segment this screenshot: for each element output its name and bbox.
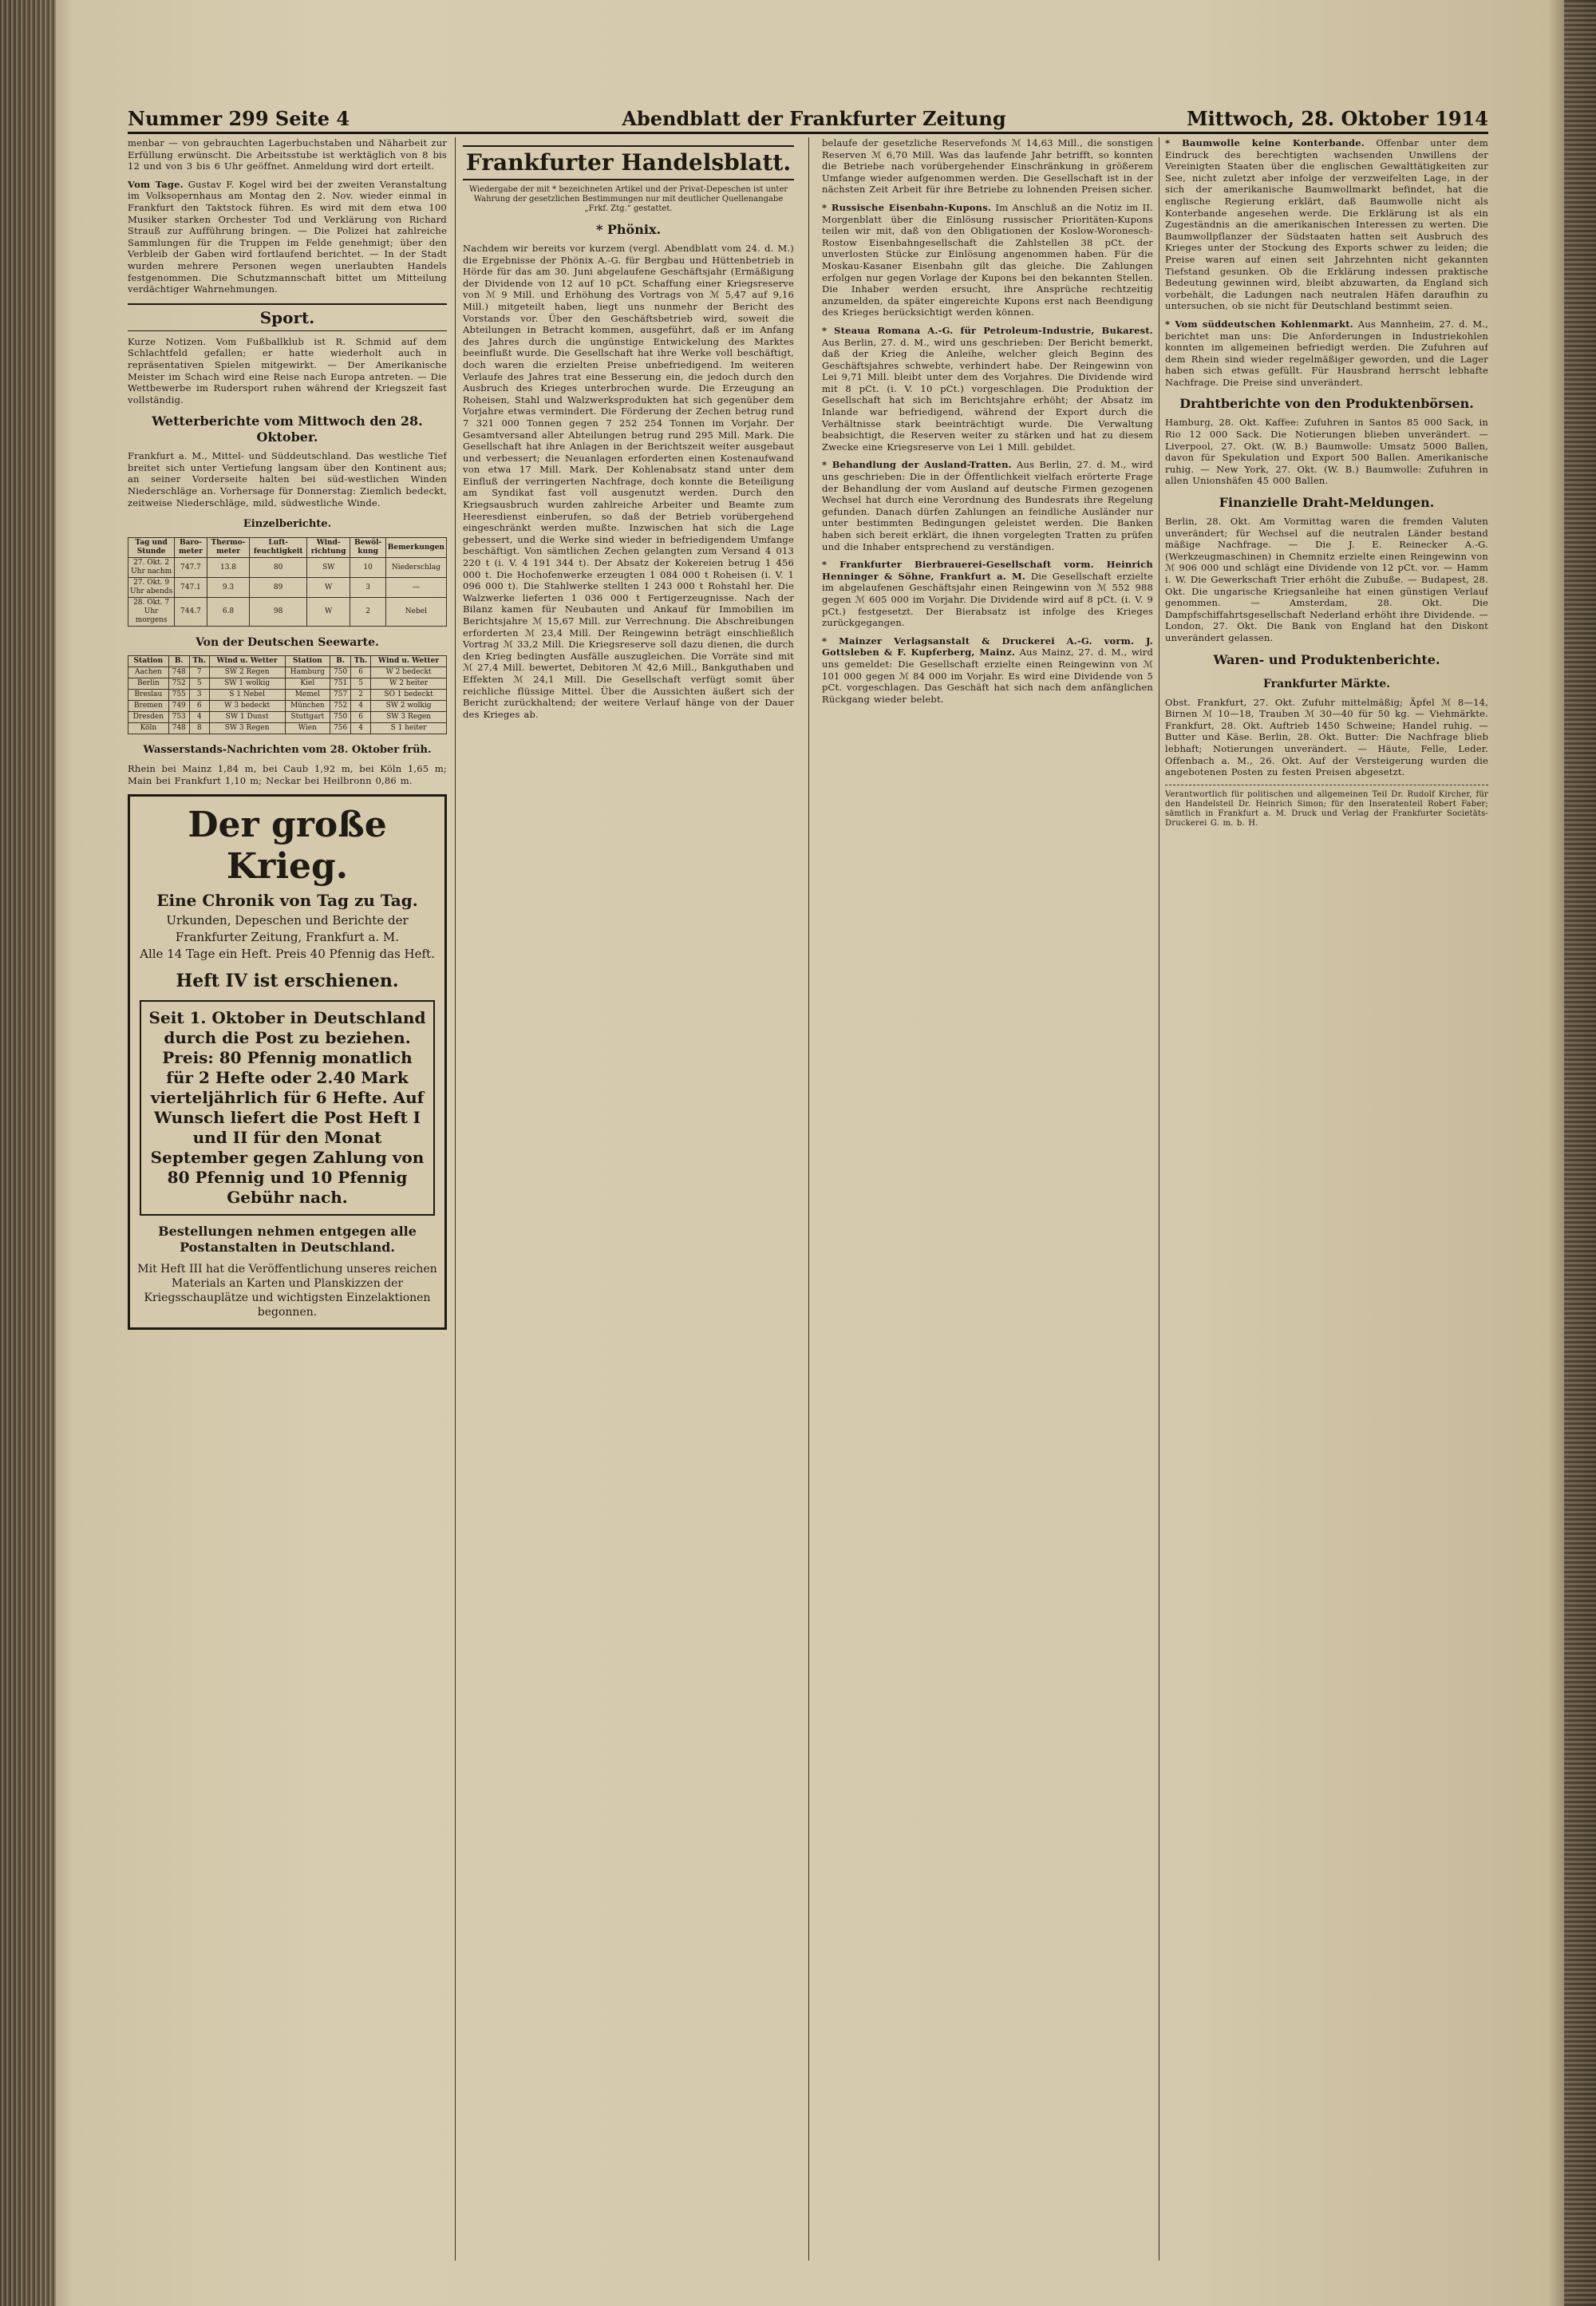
table-cell: SW 2 wolkig (371, 701, 447, 712)
ad-subscription-box: Seit 1. Oktober in Deutschland durch die Post zu beziehen. Preis: 80 Pfennig monatlich für 2 Hefte oder 2.40 Mark vierteljährlich für 6 Hefte. Auf Wunsch liefert die Post Heft I und II für den Monat September gegen Zahlung von 80 Pfennig und 10 Pfennig Gebühr nach. (140, 1000, 435, 1216)
table-cell: 752 (168, 678, 189, 690)
kohlen-text: Aus Mannheim, 27. d. M., berichtet man uns: Die Anforderungen in Industriekohlen konnten im allgemeinen befriedigt werden. Die Zufuhren auf dem Rhein sind wieder regelmäßiger geworden, und die Lager haben sich etwas gefüllt. Für Hausbrand herrscht lebhafte Nachfrage. Die Preise sind unverändert. (1165, 318, 1488, 388)
wasserstand-text: Rhein bei Mainz 1,84 m, bei Caub 1,92 m, bei Köln 1,65 m; Main bei Frankfurt 1,10 m; Neckar bei Heilbronn 0,86 m. (128, 763, 447, 786)
table-cell: 747.7 (175, 558, 207, 578)
table-cell: 9.3 (207, 578, 250, 598)
handelsblatt-subtitle: Wiedergabe der mit * bezeichneten Artikel und der Privat-Depeschen ist unter Wahrung der gesetzlichen Bestimmungen nur mit deutlicher Quellenangabe „Frkf. Ztg.“ gestattet. (468, 185, 788, 213)
table-cell: 6 (351, 712, 371, 723)
table-cell: 756 (330, 723, 351, 734)
waren-heading: Waren- und Produktenberichte. (1213, 651, 1440, 667)
table-cell: 6 (351, 667, 371, 678)
bier-heading: * Frankfurter Bierbrauerei-Gesellschaft vorm. Heinrich Henninger & Söhne, Frankfurt a. M. (822, 559, 1153, 582)
ad-line: Urkunden, Depeschen und Berichte der (166, 913, 409, 928)
table-cell: SW 2 Regen (209, 667, 285, 678)
impressum: Verantwortlich für politischen und allgemeinen Teil Dr. Rudolf Kircher, für den Handelsteil Dr. Heinrich Simon; für den Inseratenteil Robert Faber; sämtlich in Frankfurt a. M. Druck und Verlag der Frankfurter Societäts-Druckerei G. m. b. H. (1165, 789, 1488, 828)
ad-subtitle: Eine Chronik von Tag zu Tag. (156, 891, 418, 911)
table-header-cell: Th. (351, 656, 371, 667)
finanz-heading: Finanzielle Draht-Meldungen. (1219, 495, 1435, 511)
table-cell: 744.7 (175, 598, 207, 627)
sport-heading: Sport. (128, 303, 447, 331)
baumwolle-article (1165, 137, 1488, 312)
station-row (128, 712, 447, 723)
table-cell: Kiel (285, 678, 330, 690)
table-cell: 748 (168, 723, 189, 734)
table-cell: 2 (350, 598, 385, 627)
vom-tage-article (128, 179, 447, 295)
table-cell: 27. Okt. 9 Uhr abends (128, 578, 175, 598)
baumwolle-heading: * Baumwolle keine Konterbande. (1165, 137, 1365, 148)
seewarte-heading: Von der Deutschen Seewarte. (196, 636, 379, 650)
column-3 (822, 137, 1153, 2261)
wasserstand-heading: Wasserstands-Nachrichten vom 28. Oktober früh. (143, 744, 432, 757)
steaua-text: Aus Berlin, 27. d. M., wird uns geschrieben: Der Bericht bemerkt, daß der Krieg die Anleihe, welcher gleich Beginn des Geschäftsjahres schwebte, verhindert habe. Der Reingewinn von Lei 9,71 Mill. bleibt unter dem des Vorjahres. Die Dividende wird mit 8 pCt. (i. V. 10 pCt.) vorgeschlagen. Die Produktion der Gesellschaft hat sich im Berichtsjahre erhöht; der Absatz im Inlande war befriedigend, während der Export durch die Verhältnisse stark beeinträchtigt wurde. Die Verwaltung beabsichtigt, die Reserven weiter zu stärken und hat zu diesem Zwecke eine Kriegsreserve von Lei 1 Mill. gebildet. (822, 336, 1153, 453)
table-header-cell: Wind-richtung (306, 538, 350, 558)
produkt-heading: Drahtberichte von den Produktenbörsen. (1179, 396, 1474, 412)
table-cell: 748 (168, 667, 189, 678)
einzel-heading: Einzelberichte. (243, 518, 332, 531)
table-cell: 749 (168, 701, 189, 712)
table-cell: 28. Okt. 7 Uhr morgens (128, 598, 175, 627)
table-cell: Bremen (128, 701, 169, 712)
page-header (128, 102, 1488, 134)
table-cell: S 1 heiter (371, 723, 447, 734)
ad-title: Der große Krieg. (188, 805, 387, 888)
table-cell: 752 (330, 701, 351, 712)
table-cell: Stuttgart (285, 712, 330, 723)
ausland-text: Aus Berlin, 27. d. M., wird uns geschrieben: Die in der Öffentlichkeit vielfach erörterte Frage der Behandlung der vom Ausland auf deutsche Firmen gezogenen Wechsel hat durch eine Verordnung des Bundesrats ihre Regelung gefunden. Danach dürfen Zahlungen an feindliche Ausländer nur unter bestimmten Bedingungen geleistet werden. Die Banken haben sich bereit erklärt, die ihnen vorgelegten Tratten zu prüfen und die Inhaber entsprechend zu verständigen. (822, 459, 1153, 552)
table-cell: München (285, 701, 330, 712)
table-cell: 89 (250, 578, 306, 598)
station-row (128, 723, 447, 734)
russ-text: Im Anschluß an die Notiz im II. Morgenblatt über die Einlösung russischer Prioritäten-Kupons teilen wir mit, daß von den Obligationen der Koslow-Woronesch-Rostow Eisenbahngesellschaft die Zahlstellen 38 pCt. der unverlosten Stücke zur Einlösung angenommen haben. Für die Moskau-Kasaner Eisenbahn gilt das gleiche. Die Zahlungen erfolgen nur gegen Vorlage der Kupons bei den bekannten Stellen. Die Inhaber werden ersucht, ihre Ansprüche rechtzeitig anzumelden, da später eingereichte Kupons erst nach Beendigung des Krieges berücksichtigt werden können. (822, 201, 1153, 318)
weather-row (128, 598, 447, 627)
table-cell: 6 (189, 701, 209, 712)
intro-text: menbar — von gebrauchten Lagerbuchstaben und Näharbeit zur Erfüllung erwünscht. Die Arbeitsstube ist werktäglich von 8 bis 12 und von 3 bis 6 Uhr geöffnet. Anmeldung wird dort erteilt. (128, 137, 447, 172)
table-cell: 4 (189, 712, 209, 723)
header-rule (128, 132, 1488, 134)
bier-article (822, 559, 1153, 629)
ad-heft-notice: Heft IV ist erschienen. (176, 971, 399, 992)
ausland-article (822, 459, 1153, 552)
weather-row (128, 578, 447, 598)
table-cell: Memel (285, 690, 330, 701)
col3-intro: belaufe der gesetzliche Reservefonds ℳ 14,63 Mill., die sonstigen Reserven ℳ 6,70 Mill. Was das laufende Jahr betrifft, so konnten die Betriebe nach vorübergehender Einschränkung in größerem Umfange wieder aufgenommen werden. Die Gesellschaft ist in der nächsten Zeit Arbeit für ihre Betriebe zu lohnenden Preisen sicher. (822, 137, 1153, 196)
mainzer-heading: * Mainzer Verlagsanstalt & Druckerei A.-G. vorm. J. Gottsleben & F. Kupferberg, Mainz. (822, 635, 1153, 659)
table-cell: Berlin (128, 678, 169, 690)
table-cell: 753 (168, 712, 189, 723)
table-header-cell: B. (168, 656, 189, 667)
table-header-cell: B. (330, 656, 351, 667)
station-row (128, 701, 447, 712)
mainzer-article (822, 635, 1153, 706)
wetter-heading: Wetterberichte vom Mittwoch den 28. Oktober. (152, 413, 423, 445)
table-cell: 3 (189, 690, 209, 701)
table-header-cell: Station (285, 656, 330, 667)
header-date: Mittwoch, 28. Oktober 1914 (1187, 107, 1488, 130)
phoenix-heading: * Phönix. (595, 222, 662, 237)
finanz-text: Berlin, 28. Okt. Am Vormittag waren die fremden Valuten unverändert; für Wechsel auf die neutralen Länder bestand mäßige Nachfrage. — Die J. E. Reinecker A.-G. (Werkzeugmaschinen) in Chemnitz erzielte einen Reingewinn von ℳ 906 000 und schlägt eine Dividende von 12 pCt. vor. — Hamm i. W. Die Gewerkschaft Trier erhöht die Zubuße. — Budapest, 28. Okt. Die ungarische Kriegsanleihe hat einen günstigen Verlauf genommen. — Amsterdam, 28. Okt. Die Dampfschiffahrtsgesellschaft Nederland erhöht ihre Dividende. — London, 27. Okt. Die Bank von England hat den Diskont unverändert gelassen. (1165, 516, 1488, 643)
table-cell: Hamburg (285, 667, 330, 678)
table-header-cell: Th. (189, 656, 209, 667)
station-row (128, 678, 447, 690)
table-cell: 5 (189, 678, 209, 690)
baumwolle-text: Offenbar unter dem Eindruck des berechtigten wachsenden Unwillens der Vereinigten Staaten über die englischen Gewalttätigkeiten zur See, nicht zuletzt aber infolge der verzweifelten Lage, in der sich der amerikanische Baumwollmarkt befindet, hat die englische Regierung erklärt, daß Baumwolle nicht als Konterbande angesehen werde. Die Erklärung ist als ein Zugeständnis an die amerikanischen Interessen zu werten. Die Baumwollpflanzer der Südstaaten hatten seit Ausbruch des Krieges unter der Stockung des Exports schwer zu leiden; die Preise waren auf einen seit Jahrzehnten nicht gekannten Tiefstand gesunken. Ob die Erklärung indessen praktische Bedeutung gewinnen wird, bleibt abzuwarten, da England sich vorbehält, die Ladungen nach neutralen Häfen daraufhin zu untersuchen, ob sie nicht für Deutschland bestimmt seien. (1165, 137, 1488, 312)
table-cell: SW 1 wolkig (209, 678, 285, 690)
advertisement-der-grosse-krieg (128, 794, 447, 1330)
vom-tage-heading: Vom Tage. (128, 178, 184, 190)
header-issue-page: Nummer 299 Seite 4 (128, 107, 350, 130)
table-header-cell: Bemerkungen (385, 538, 446, 558)
table-cell: W (306, 578, 350, 598)
steaua-heading: * Steaua Romana A.-G. für Petroleum-Industrie, Bukarest. (822, 324, 1153, 336)
phoenix-text: Nachdem wir bereits vor kurzem (vergl. Abendblatt vom 24. d. M.) die Ergebnisse der Phönix A.-G. für Bergbau und Hüttenbetrieb in Hörde für das am 30. Juni abgelaufene Geschäftsjahr (Ermäßigung der Dividende von 12 auf 10 pCt. Schaffung einer Kriegsreserve von ℳ 9 Mill. und Erhöhung des Vortrags von ℳ 5,47 auf 9,16 Mill.) mitgeteilt haben, liegt uns nunmehr der Bericht des Vorstands vor. Über den Geschäftsbetrieb wird, soweit die Abteilungen in Betracht kommen, ausgeführt, daß er im Anfang des Jahres durch die ungünstige Entwickelung des Marktes beeinflußt wurde. Die Gesellschaft hat ihre Werke voll beschäftigt, doch waren die erzielten Preise unbefriedigend. Im weiteren Verlaufe des Jahres trat eine Besserung ein, die jedoch durch den Ausbruch des Krieges unterbrochen wurde. Die Erzeugung an Roheisen, Stahl und Walzwerksprodukten hat sich gegenüber dem Vorjahre etwas vermindert. Die Förderung der Zechen betrug rund 7 321 000 Tonnen gegen 7 252 254 Tonnen im Vorjahr. Der Gesamtversand aller Abteilungen betrug rund 295 Mill. Mark. Die Gesellschaft hat ihre Anlagen in der Berichtszeit weiter ausgebaut und verbessert; die Neuanlagen erforderten einen Kostenaufwand von etwa 17 Mill. Mark. Der Kohlenabsatz stand unter dem Einfluß der verringerten Nachfrage, doch konnte die Beteiligung am Syndikat fast voll ausgenutzt werden. Durch den Kriegsausbruch wurden zahlreiche Arbeiter und Beamte zum Heeresdienst einberufen, so daß der Betrieb vorübergehend eingeschränkt werden mußte. Inzwischen hat sich die Lage gebessert, und die Werke sind wieder in befriedigendem Umfange beschäftigt. Von sämtlichen Zechen gelangten zum Versand 4 013 220 t (i. V. 4 191 344 t). Der Absatz der Kokereien betrug 1 456 000 t. Die Hochofenwerke erzeugten 1 084 000 t Roheisen (i. V. 1 096 000 t). Die Stahlwerke stellten 1 243 000 t Rohstahl her. Die Walzwerke lieferten 1 036 000 t Fertigerzeugnisse. Nach der Bilanz kamen für Neubauten und Ankauf für Immobilien im Berichtsjahre ℳ 15,67 Mill. zur Verrechnung. Die Abschreibungen erforderten ℳ 23,4 Mill. Der Reingewinn beträgt einschließlich Vortrag ℳ 33,2 Mill. Die Kriegsreserve soll dazu dienen, die durch den Krieg bedingten Ausfälle auszugleichen. Die Vorräte sind mit ℳ 27,4 Mill. bewertet, Debitoren ℳ 42,6 Mill., Bankguthaben und Effekten ℳ 24,1 Mill. Die Gesellschaft verfügt somit über reichliche flüssige Mittel. Über die Aussichten äußert sich der Bericht zurückhaltend; der weitere Verlauf hänge von der Dauer des Krieges ab. (463, 243, 794, 720)
table-cell: W (306, 598, 350, 627)
russ-article (822, 202, 1153, 318)
ad-line: Frankfurter Zeitung, Frankfurt a. M. (175, 930, 400, 945)
table-cell: Aachen (128, 667, 169, 678)
table-cell: 6.8 (207, 598, 250, 627)
kohlen-heading: * Vom süddeutschen Kohlenmarkt. (1165, 318, 1354, 330)
table-header-cell: Wind u. Wetter (209, 656, 285, 667)
column-rule (808, 137, 809, 2261)
table-cell: 2 (351, 690, 371, 701)
table-cell: 757 (330, 690, 351, 701)
table-cell: SW 3 Regen (371, 712, 447, 723)
produkt-text: Hamburg, 28. Okt. Kaffee: Zufuhren in Santos 85 000 Sack, in Rio 12 000 Sack. Die Notierungen blieben unverändert. — Liverpool, 27. Okt. (W. B.) Baumwolle: Umsatz 5000 Ballen, davon für Spekulation und Export 500 Ballen. Amerikanische ruhig. — New York, 27. Okt. (W. B.) Baumwolle: Zufuhren in allen Unionshäfen 45 000 Ballen. (1165, 417, 1488, 487)
table-cell: Breslau (128, 690, 169, 701)
ausland-heading: * Behandlung der Ausland-Tratten. (822, 459, 1012, 471)
facing-page-edge (1564, 0, 1596, 2306)
weather-table (128, 537, 447, 627)
steaua-article (822, 325, 1153, 453)
table-cell: Dresden (128, 712, 169, 723)
vom-tage-text: Gustav F. Kogel wird bei der zweiten Veranstaltung im Volksopernhaus am Montag den 2. Nov. wieder einmal in Frankfurt den Taktstock führen. Es wird mit dem etwa 100 Musiker starken Orchester Tod und Verklärung von Richard Strauß zur Aufführung bringen. — Die Polizei hat zahlreiche Sammlungen für die Truppen im Felde genehmigt; über den Verbleib der Gaben wird fortlaufend berichtet. — In der Stadt wurden mehrere Personen wegen unerlaubten Handels festgenommen. Die Schutzmannschaft bittet um Mitteilung verdächtiger Wahrnehmungen. (128, 178, 447, 295)
table-header-cell: Baro-meter (175, 538, 207, 558)
table-header-cell: Bewöl-kung (350, 538, 385, 558)
table-header-cell: Wind u. Wetter (371, 656, 447, 667)
ad-footer-note: Mit Heft III hat die Veröffentlichung unseres reichen Materials an Karten und Planskizzen der Kriegsschauplätze und wichtigsten Einzelaktionen begonnen. (137, 1263, 437, 1319)
header-paper-title: Abendblatt der Frankfurter Zeitung (622, 107, 1006, 130)
table-cell: W 3 bedeckt (209, 701, 285, 712)
station-row (128, 667, 447, 678)
sport-text: Kurze Notizen. Vom Fußballklub ist R. Schmid auf dem Schlachtfeld gefallen; er hatte wiederholt auch in repräsentativen Spielen mitgewirkt. — Der Amerikanische Meister im Schach wird eine Reise nach Europa antreten. — Die Wettbewerbe im Rudersport ruhen während der Kriegszeit fast vollständig. (128, 335, 447, 405)
table-header-cell: Thermo-meter (207, 538, 250, 558)
table-cell: 5 (351, 678, 371, 690)
ad-footer: Bestellungen nehmen entgegen alle Postanstalten in Deutschland. (158, 1224, 417, 1256)
column-rule (455, 137, 456, 2261)
table-cell: SW 3 Regen (209, 723, 285, 734)
table-cell: — (385, 578, 446, 598)
russ-heading: * Russische Eisenbahn-Kupons. (822, 201, 992, 213)
ad-line: Alle 14 Tage ein Heft. Preis 40 Pfennig das Heft. (140, 947, 435, 962)
station-row (128, 690, 447, 701)
table-cell: 4 (351, 723, 371, 734)
table-cell: S 1 Nebel (209, 690, 285, 701)
bier-text: Die Gesellschaft erzielte im abgelaufenen Geschäftsjahr einen Reingewinn von ℳ 552 988 gegen ℳ 605 000 im Vorjahr. Die Dividende wird auf 8 pCt. (i. V. 9 pCt.) festgesetzt. Der Bierabsatz ist infolge des Krieges zurückgegangen. (822, 570, 1153, 629)
weather-row (128, 558, 447, 578)
table-cell: Nebel (385, 598, 446, 627)
table-header-cell: Tag und Stunde (128, 538, 175, 558)
table-cell: Niederschlag (385, 558, 446, 578)
table-cell: SW (306, 558, 350, 578)
table-cell: 755 (168, 690, 189, 701)
kohlen-article (1165, 318, 1488, 389)
column-2 (463, 137, 794, 2261)
table-cell: SW 1 Dunst (209, 712, 285, 723)
table-cell: 98 (250, 598, 306, 627)
table-cell: 4 (351, 701, 371, 712)
table-cell: 750 (330, 712, 351, 723)
table-cell: W 2 bedeckt (371, 667, 447, 678)
table-cell: 13.8 (207, 558, 250, 578)
maerkte-heading: Frankfurter Märkte. (1262, 677, 1391, 690)
book-binding-edge (0, 0, 56, 2306)
table-cell: Köln (128, 723, 169, 734)
table-cell: 27. Okt. 2 Uhr nachm (128, 558, 175, 578)
mainzer-text: Aus Mainz, 27. d. M., wird uns gemeldet: Die Gesellschaft erzielte einen Reingewinn von ℳ 101 000 gegen ℳ 84 000 im Vorjahr. Es wird eine Dividende von 5 pCt. vorgeschlagen. Das Geschäft hat sich nach dem anfänglichen Rückgang wieder belebt. (822, 647, 1153, 705)
table-cell: 7 (189, 667, 209, 678)
table-cell: 80 (250, 558, 306, 578)
table-cell: SO 1 bedeckt (371, 690, 447, 701)
table-cell: W 2 heiter (371, 678, 447, 690)
table-cell: 747.1 (175, 578, 207, 598)
table-cell: Wien (285, 723, 330, 734)
table-cell: 750 (330, 667, 351, 678)
table-header-cell: Luft-feuchtigkeit (250, 538, 306, 558)
column-4 (1165, 137, 1488, 2261)
handelsblatt-title: Frankfurter Handelsblatt. (463, 145, 794, 180)
table-header-cell: Station (128, 656, 169, 667)
table-cell: 3 (350, 578, 385, 598)
wetter-text: Frankfurt a. M., Mittel- und Süddeutschland. Das westliche Tief breitet sich unter Vertiefung langsam über den Kontinent aus; an seiner Vorderseite halten bei süd-westlichen Winden Niederschläge an. Vorhersage für Donnerstag: Ziemlich bedeckt, zeitweise Niederschläge, mild, südwestliche Winde. (128, 450, 447, 508)
column-1 (128, 137, 447, 2261)
table-cell: 751 (330, 678, 351, 690)
station-table (128, 655, 447, 734)
table-cell: 8 (189, 723, 209, 734)
maerkte-text: Obst. Frankfurt, 27. Okt. Zufuhr mittelmäßig; Äpfel ℳ 8—14, Birnen ℳ 10—18, Trauben ℳ 30—40 für 50 kg. — Viehmärkte. Frankfurt, 28. Okt. Auftrieb 1450 Schweine; Handel ruhig. — Butter und Käse. Berlin, 28. Okt. Butter: Die Nachfrage blieb lebhaft; Notierungen unverändert. — Häute, Felle, Leder. Offenbach a. M., 26. Okt. Auf der Versteigerung wurden die angebotenen Posten zu festen Preisen abgesetzt. (1165, 696, 1488, 778)
table-cell: 10 (350, 558, 385, 578)
